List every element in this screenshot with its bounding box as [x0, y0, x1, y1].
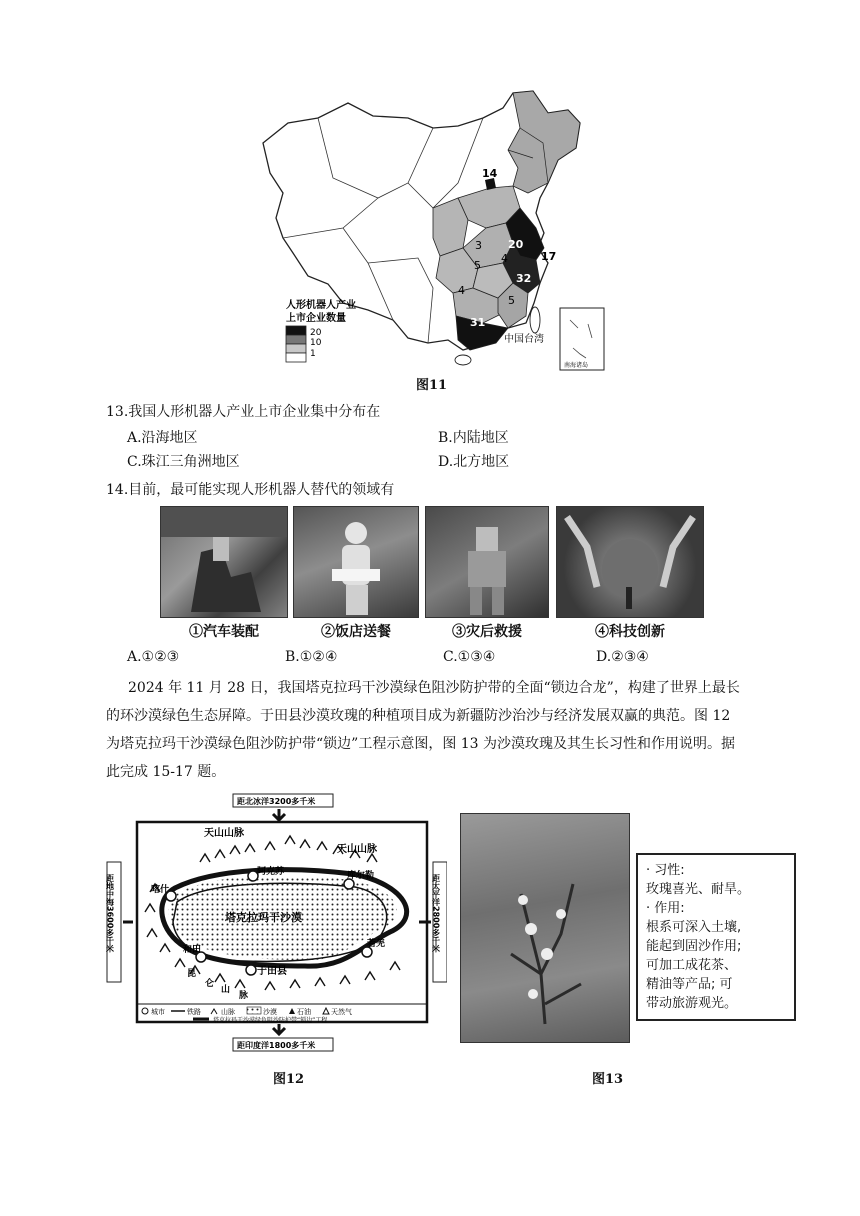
- city-label: 阿克苏: [257, 867, 285, 877]
- note-line: 玫瑰喜光、耐旱。: [646, 882, 751, 897]
- kunlun-label: 仑: [205, 979, 215, 989]
- passage: [106, 674, 806, 786]
- map-label: 5: [508, 294, 515, 307]
- question-13-stem: 13.我国人形机器人产业上市企业集中分布在: [106, 404, 381, 420]
- note-line: 根系可深入土壤,: [646, 920, 742, 935]
- city-label: 库尔勒: [347, 871, 375, 881]
- kunlun-label: 山: [221, 985, 231, 995]
- figure-11-caption: 图11: [416, 378, 448, 393]
- city-label: 若羌: [367, 939, 386, 949]
- note-line: 带动旅游观光。: [646, 996, 738, 1011]
- photo-disaster-rescue: [425, 506, 549, 618]
- map-label: 4: [458, 284, 465, 297]
- desert-rose-note: [636, 853, 796, 1021]
- q14-option-c[interactable]: C.①③④: [443, 649, 496, 665]
- map-label: 32: [516, 272, 532, 285]
- arrow-north-label: 距北冰洋3200多千米: [237, 797, 316, 806]
- note-line: 能起到固沙作用;: [646, 939, 742, 954]
- passage-line: 的环沙漠绿色生态屏障。于田县沙漠玫瑰的种植项目成为新疆防沙治沙与经济发展双赢的典范。图 12: [106, 708, 731, 724]
- tianshan-label: 天山山脉: [204, 828, 244, 839]
- legend-item: 沙漠: [263, 1008, 277, 1016]
- legend-title: 人形机器人产业: [286, 300, 356, 311]
- map-label: 3: [475, 239, 482, 252]
- desert-name: 塔克拉玛干沙漠: [225, 911, 302, 924]
- q13-option-d[interactable]: D.北方地区: [438, 454, 510, 470]
- taiwan-label: 中国台湾: [504, 334, 544, 345]
- q13-option-b[interactable]: B.内陆地区: [438, 430, 509, 446]
- q13-option-a[interactable]: A.沿海地区: [127, 430, 198, 446]
- q14-option-b[interactable]: B.①②④: [285, 649, 338, 665]
- map-label: 5: [474, 259, 481, 272]
- arrow-west-label: 距地中海3600多千米: [105, 874, 115, 953]
- kunlun-label: 脉: [239, 991, 249, 1001]
- photo-restaurant-delivery: [293, 506, 419, 618]
- map-label: 17: [541, 250, 557, 263]
- note-line: · 习性:: [646, 863, 685, 878]
- figure-12-diagram: [105, 792, 447, 1062]
- photo-label-2: ②饭店送餐: [321, 624, 391, 640]
- city-label: 和田: [183, 945, 202, 955]
- figure-11-map: [258, 88, 614, 378]
- photo-label-1: ①汽车装配: [189, 624, 259, 640]
- q14-option-d[interactable]: D.②③④: [596, 649, 649, 665]
- legend-item: 城市: [151, 1008, 165, 1016]
- legend-value: 10: [310, 338, 322, 348]
- question-14-stem: 14.目前，最可能实现人形机器人替代的领域有: [106, 482, 395, 498]
- note-line: · 作用:: [646, 901, 685, 916]
- legend-value: 20: [310, 328, 322, 338]
- passage-line: 为塔克拉玛干沙漠绿色阻沙防护带“锁边”工程示意图，图 13 为沙漠玫瑰及其生长习性和作用说明。据: [106, 736, 736, 752]
- passage-line: 2024 年 11 月 28 日，我国塔克拉玛干沙漠绿色阻沙防护带的全面“锁边合龙”，构建了世界上最长: [128, 680, 740, 696]
- tianshan-label: 天山山脉: [337, 844, 377, 855]
- figure-13-caption: 图13: [592, 1072, 624, 1087]
- map-label: 31: [470, 316, 486, 329]
- q13-option-c[interactable]: C.珠江三角洲地区: [127, 454, 240, 470]
- city-label: 喀什: [151, 885, 170, 895]
- figure-12-caption: 图12: [273, 1072, 305, 1087]
- photo-tech-innovation: [556, 506, 704, 618]
- inset-label: 南海诸岛: [564, 362, 589, 369]
- photo-label-3: ③灾后救援: [452, 624, 522, 640]
- note-line: 可加工成花茶、: [646, 958, 738, 973]
- arrow-south-label: 距印度洋1800多千米: [237, 1041, 316, 1050]
- city-label: 于田县: [257, 966, 287, 977]
- note-line: 精油等产品; 可: [646, 977, 733, 992]
- desert-rose-photo: [460, 813, 630, 1043]
- photo-car-assembly: [160, 506, 288, 618]
- legend-item: 铁路: [187, 1008, 201, 1016]
- map-label: 20: [508, 238, 524, 251]
- legend-item: 山脉: [221, 1008, 235, 1016]
- legend-value: 1: [310, 349, 316, 359]
- kunlun-label: 昆: [187, 969, 197, 979]
- legend-title: 上市企业数量: [286, 313, 346, 324]
- arrow-east-label: 距太平洋2800多千米: [431, 874, 441, 953]
- legend-item: 天然气: [331, 1008, 352, 1016]
- passage-line: 此完成 15-17 题。: [106, 764, 226, 780]
- map-label: 4: [501, 252, 508, 265]
- photo-label-4: ④科技创新: [595, 624, 665, 640]
- legend-item: 塔克拉玛干沙漠绿色阻沙防护带“锁边”工程: [213, 1017, 328, 1024]
- map-label: 14: [482, 167, 498, 180]
- q14-option-a[interactable]: A.①②③: [127, 649, 180, 665]
- legend-item: 石油: [297, 1008, 311, 1016]
